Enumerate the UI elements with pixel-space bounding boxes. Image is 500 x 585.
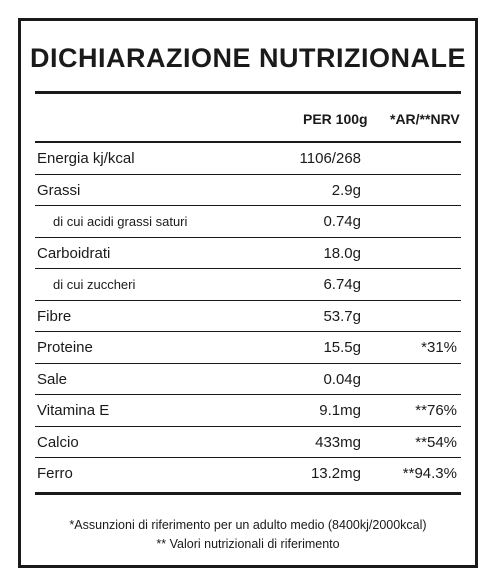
header-reference: *AR/**NRV (390, 111, 460, 127)
row-value: 18.0g (323, 244, 361, 262)
row-reference: **76% (415, 402, 457, 419)
table-row (35, 364, 461, 396)
row-value: 433mg (315, 433, 361, 451)
label-title: DICHIARAZIONE NUTRIZIONALE (30, 43, 466, 73)
row-label: Carboidrati (37, 244, 111, 262)
table-row (35, 143, 461, 175)
row-label: Ferro (37, 465, 73, 482)
row-value: 13.2mg (310, 465, 361, 482)
row-reference: **94.3% (402, 465, 457, 482)
footnote-nrv: ** Valori nutrizionali di riferimento (156, 537, 340, 551)
header-per-100g: PER 100g (303, 111, 368, 127)
table-row (35, 175, 461, 207)
row-value: 2.9g (331, 181, 361, 199)
row-value: 0.04g (323, 370, 361, 388)
row-label: di cui zuccheri (53, 277, 136, 292)
row-value: 1106/268 (299, 150, 361, 167)
table-row (35, 458, 461, 490)
row-reference: **54% (415, 433, 457, 451)
table-row (35, 427, 461, 459)
row-label: Proteine (37, 339, 93, 356)
footer-divider (35, 492, 461, 495)
row-label: Energia kj/kcal (37, 150, 135, 167)
row-label: Sale (37, 370, 68, 388)
title-divider (35, 91, 461, 94)
table-row (35, 206, 461, 238)
table-row (35, 395, 461, 427)
table-row (35, 332, 461, 364)
row-value: 9.1mg (319, 402, 361, 419)
nutrition-label (18, 18, 478, 568)
row-label: Vitamina E (37, 402, 110, 419)
footnote-reference-intake: *Assunzioni di riferimento per un adulto medio (8400kj/2000kcal) (69, 518, 427, 532)
row-label: Calcio (37, 433, 79, 451)
row-label: di cui acidi grassi saturi (53, 214, 188, 229)
row-value: 15.5g (323, 339, 361, 356)
table-row (35, 269, 461, 301)
row-label: Fibre (37, 307, 72, 325)
row-value: 6.74g (323, 276, 361, 293)
row-value: 0.74g (323, 213, 361, 230)
table-row (35, 301, 461, 333)
row-label: Grassi (37, 181, 81, 199)
table-row (35, 238, 461, 270)
table-header (35, 99, 461, 141)
row-reference: *31% (421, 339, 457, 356)
nutrition-rows (35, 143, 461, 490)
row-value: 53.7g (323, 307, 361, 325)
